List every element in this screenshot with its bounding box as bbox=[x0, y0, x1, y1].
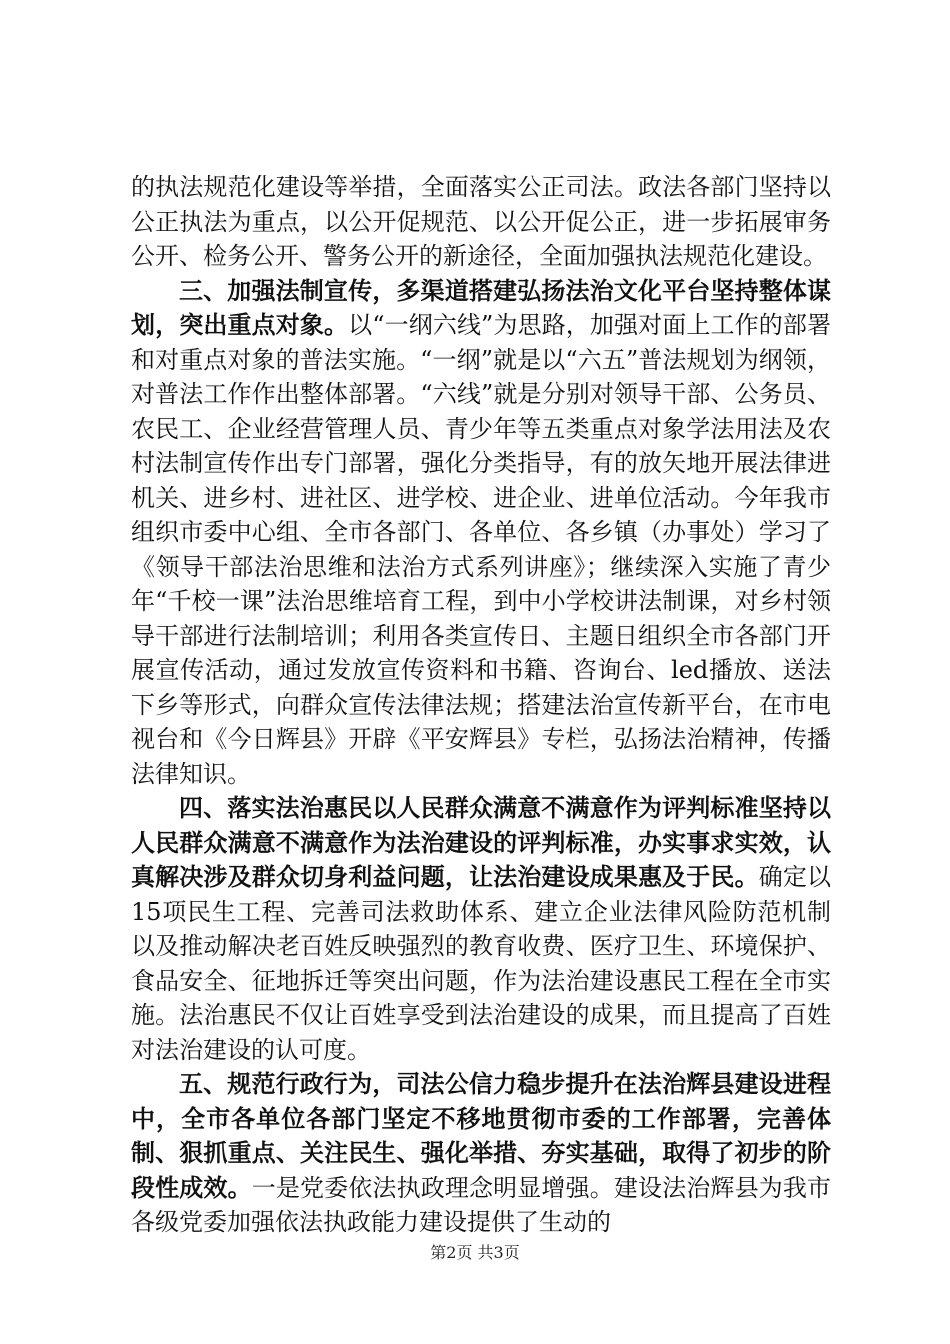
paragraph-text: 的执法规范化建设等举措，全面落实公正司法。政法各部门坚持以公正执法为重点，以公开促规范、以公开促公正，进一步拓展审务公开、检务公开、警务公开的新途径，全面加强执法规范化建设。 bbox=[131, 173, 831, 270]
document-body bbox=[131, 170, 831, 1240]
paragraph-heading: 五、规范行政行为，司法公信力稳步提升在法治辉县建设进程中，全市各单位各部门坚定不移地贯彻市委的工作部署，完善体制、狠抓重点、关注民生、强化举措、夯实基础，取得了初步的阶段性成效。 bbox=[131, 1069, 831, 1202]
paragraph-text: 确定以15项民生工程、完善司法救助体系、建立企业法律风险防范机制以及推动解决老百姓反映强烈的教育收费、医疗卫生、环境保护、食品安全、征地拆迁等突出问题，作为法治建设惠民工程在全市实施。法治惠民不仅让百姓享受到法治建设的成果，而且提高了百姓对法治建设的认可度。 bbox=[131, 863, 832, 1064]
paragraph-text: 一是党委依法执政理念明显增强。建设法治辉县为我市各级党委加强依法执政能力建设提供了生动的 bbox=[131, 1173, 832, 1236]
paragraph-2 bbox=[131, 274, 831, 792]
paragraph-heading: 三、加强法制宣传，多渠道搭建弘扬法治文化平台坚持整体谋划，突出重点对象。 bbox=[131, 275, 831, 339]
paragraph-text: 以“一纲六线”为思路，加强对面上工作的部署和对重点对象的普法实施。“一纲”就是以“六五”普法规划为纲领，对普法工作作出整体部署。“六线”就是分别对领导干部、公务员、农民工、企业经营管理人员、青少年等五类重点对象学法用法及农村法制宣传作出专门部署，强化分类指导，有的放矢地开展法律进机关、进乡村、进社区、进学校、进企业、进单位活动。今年我市组织市委中心组、全市各部门、各单位、各乡镇（办事处）学习了《领导干部法治思维和法治方式系列讲座》；继续深入实施了青少年“千校一课”法治思维培育工程，到中小学校讲法制课，对乡村领导干部进行法制培训；利用各类宣传日、主题日组织全市各部门开展宣传活动，通过发放宣传资料和书籍、咨询台、led播放、送法下乡等形式，向群众宣传法律法规；搭建法治宣传新平台，在市电视台和《今日辉县》开辟《平安辉县》专栏，弘扬法治精神，传播法律知识。 bbox=[131, 311, 831, 788]
paragraph-4 bbox=[131, 1067, 831, 1240]
paragraph-3 bbox=[131, 791, 831, 1067]
paragraph-1 bbox=[131, 170, 831, 274]
paragraph-heading: 四、落实法治惠民以人民群众满意不满意作为评判标准坚持以人民群众满意不满意作为法治建设的评判标准，办实事求实效，认真解决涉及群众切身利益问题，让法治建设成果惠及于民。 bbox=[131, 793, 831, 891]
page-footer: 第2页 共3页 bbox=[430, 1243, 520, 1262]
